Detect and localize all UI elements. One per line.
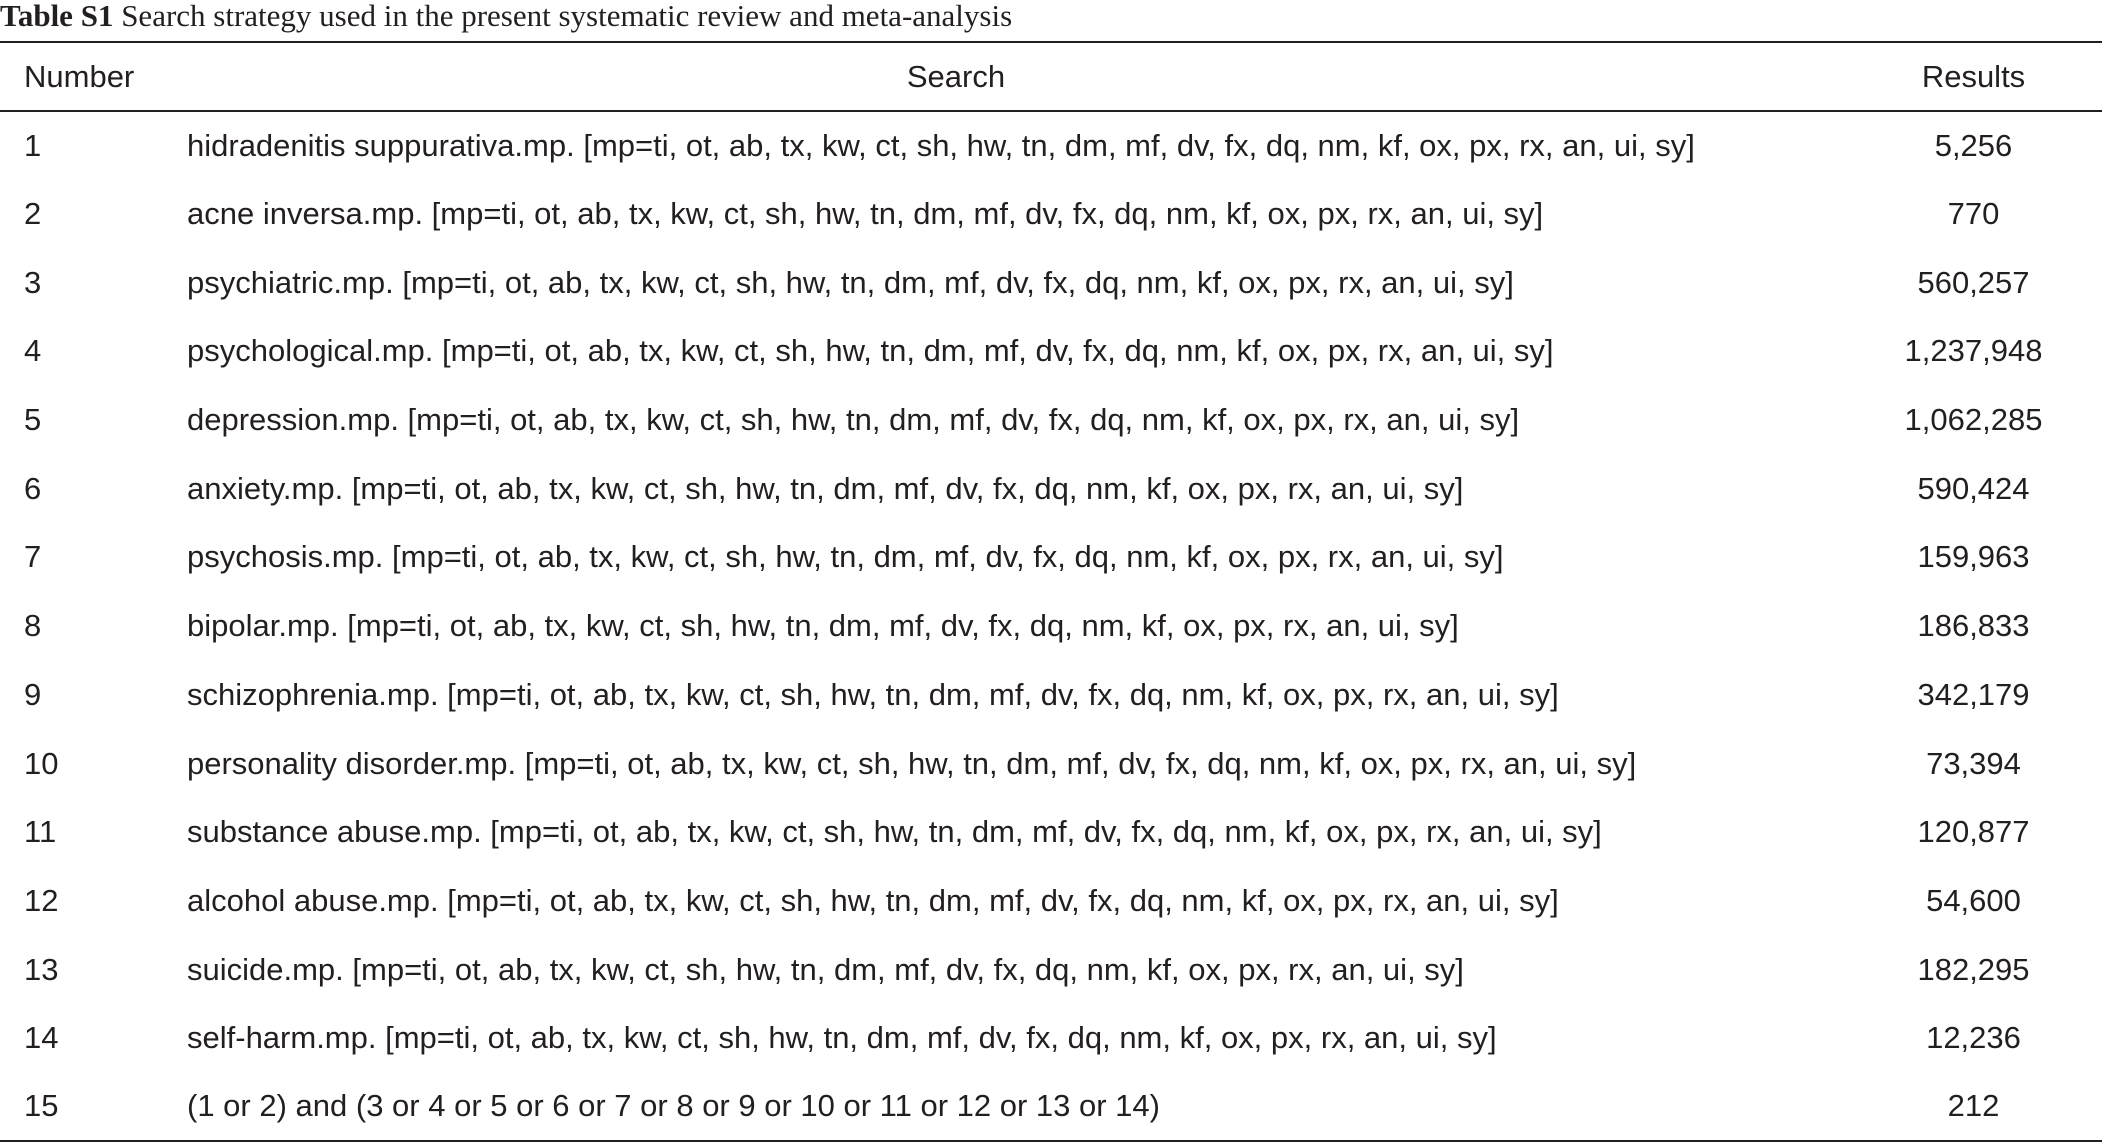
table-row xyxy=(0,867,2102,936)
row-search-cell: hidradenitis suppurativa.mp. [mp=ti, ot, ab, tx, kw, ct, sh, hw, tn, dm, mf, dv, fx, dq, nm, kf, ox, px, rx, an, ui, sy] xyxy=(187,127,1695,163)
row-search-cell: self-harm.mp. [mp=ti, ot, ab, tx, kw, ct, sh, hw, tn, dm, mf, dv, fx, dq, nm, kf, ox, px, rx, an, ui, sy] xyxy=(187,1020,1497,1056)
row-number-cell: 11 xyxy=(24,814,57,850)
row-results-cell: 159,963 xyxy=(1917,539,2030,575)
row-results-cell: 73,394 xyxy=(1926,745,2021,781)
row-number-cell: 14 xyxy=(24,1020,59,1056)
table-header-row xyxy=(0,42,2102,111)
row-search-cell: (1 or 2) and (3 or 4 or 5 or 6 or 7 or 8 or 9 or 10 or 11 or 12 or 13 or 14) xyxy=(187,1088,1160,1124)
table-body xyxy=(0,111,2102,1141)
row-results-cell: 1,062,285 xyxy=(1904,402,2043,438)
row-results-cell: 120,877 xyxy=(1917,814,2030,850)
column-header-search: Search xyxy=(906,58,1006,94)
row-results-cell: 54,600 xyxy=(1926,882,2021,918)
search-strategy-table xyxy=(0,41,2102,1142)
table-row xyxy=(0,180,2102,249)
column-header-number: Number xyxy=(24,58,135,94)
row-results-cell: 342,179 xyxy=(1917,676,2030,712)
row-number-cell: 10 xyxy=(24,745,59,781)
row-search-cell: substance abuse.mp. [mp=ti, ot, ab, tx, kw, ct, sh, hw, tn, dm, mf, dv, fx, dq, nm, kf, ox, px, rx, an, ui, sy] xyxy=(187,814,1602,850)
row-results-cell: 590,424 xyxy=(1917,470,2030,506)
table-row xyxy=(0,386,2102,455)
table-row xyxy=(0,111,2102,180)
row-number-cell: 3 xyxy=(24,264,42,300)
row-number-cell: 4 xyxy=(24,333,42,369)
row-number-cell: 15 xyxy=(24,1088,59,1124)
row-number-cell: 13 xyxy=(24,951,59,987)
row-number-cell: 6 xyxy=(24,470,42,506)
row-number-cell: 12 xyxy=(24,882,59,918)
table-row xyxy=(0,248,2102,317)
table-caption-label: Table S1 xyxy=(0,0,114,33)
table-row xyxy=(0,798,2102,867)
row-search-cell: psychological.mp. [mp=ti, ot, ab, tx, kw, ct, sh, hw, tn, dm, mf, dv, fx, dq, nm, kf, ox, px, rx, an, ui, sy] xyxy=(187,333,1554,369)
table-row xyxy=(0,592,2102,661)
row-results-cell: 770 xyxy=(1947,196,2000,232)
column-header-results: Results xyxy=(1921,58,2026,94)
table-row xyxy=(0,317,2102,386)
table-row xyxy=(0,523,2102,592)
row-results-cell: 5,256 xyxy=(1934,127,2013,163)
row-search-cell: schizophrenia.mp. [mp=ti, ot, ab, tx, kw, ct, sh, hw, tn, dm, mf, dv, fx, dq, nm, kf, ox, px, rx, an, ui, sy] xyxy=(187,676,1559,712)
row-results-cell: 560,257 xyxy=(1917,264,2030,300)
row-results-cell: 1,237,948 xyxy=(1904,333,2043,369)
row-search-cell: suicide.mp. [mp=ti, ot, ab, tx, kw, ct, sh, hw, tn, dm, mf, dv, fx, dq, nm, kf, ox, px, rx, an, ui, sy] xyxy=(187,951,1464,987)
row-number-cell: 5 xyxy=(24,402,42,438)
row-number-cell: 9 xyxy=(24,676,42,712)
table-caption-text: Search strategy used in the present systematic review and meta-analysis xyxy=(121,0,1013,33)
row-number-cell: 1 xyxy=(24,127,42,163)
row-search-cell: personality disorder.mp. [mp=ti, ot, ab, tx, kw, ct, sh, hw, tn, dm, mf, dv, fx, dq, nm, kf, ox, px, rx, an, ui, sy] xyxy=(187,745,1637,781)
table-caption xyxy=(0,0,1012,36)
row-search-cell: bipolar.mp. [mp=ti, ot, ab, tx, kw, ct, sh, hw, tn, dm, mf, dv, fx, dq, nm, kf, ox, px, rx, an, ui, sy] xyxy=(187,608,1459,644)
table-row xyxy=(0,935,2102,1004)
table-header xyxy=(0,42,2102,111)
row-search-cell: alcohol abuse.mp. [mp=ti, ot, ab, tx, kw, ct, sh, hw, tn, dm, mf, dv, fx, dq, nm, kf, ox, px, rx, an, ui, sy] xyxy=(187,882,1559,918)
row-search-cell: psychiatric.mp. [mp=ti, ot, ab, tx, kw, ct, sh, hw, tn, dm, mf, dv, fx, dq, nm, kf, ox, px, rx, an, ui, sy] xyxy=(187,264,1514,300)
row-search-cell: anxiety.mp. [mp=ti, ot, ab, tx, kw, ct, sh, hw, tn, dm, mf, dv, fx, dq, nm, kf, ox, px, rx, an, ui, sy] xyxy=(187,470,1464,506)
table-row xyxy=(0,1073,2102,1142)
table-row xyxy=(0,1004,2102,1073)
table-row xyxy=(0,729,2102,798)
row-results-cell: 12,236 xyxy=(1926,1020,2021,1056)
table-row xyxy=(0,661,2102,730)
row-number-cell: 8 xyxy=(24,608,42,644)
row-results-cell: 182,295 xyxy=(1917,951,2030,987)
row-results-cell: 212 xyxy=(1947,1088,2000,1124)
row-search-cell: depression.mp. [mp=ti, ot, ab, tx, kw, ct, sh, hw, tn, dm, mf, dv, fx, dq, nm, kf, ox, px, rx, an, ui, sy] xyxy=(187,402,1520,438)
row-number-cell: 7 xyxy=(24,539,42,575)
row-number-cell: 2 xyxy=(24,196,42,232)
row-search-cell: psychosis.mp. [mp=ti, ot, ab, tx, kw, ct, sh, hw, tn, dm, mf, dv, fx, dq, nm, kf, ox, px, rx, an, ui, sy] xyxy=(187,539,1504,575)
table-row xyxy=(0,454,2102,523)
row-results-cell: 186,833 xyxy=(1917,608,2030,644)
row-search-cell: acne inversa.mp. [mp=ti, ot, ab, tx, kw, ct, sh, hw, tn, dm, mf, dv, fx, dq, nm, kf, ox, px, rx, an, ui, sy] xyxy=(187,196,1544,232)
